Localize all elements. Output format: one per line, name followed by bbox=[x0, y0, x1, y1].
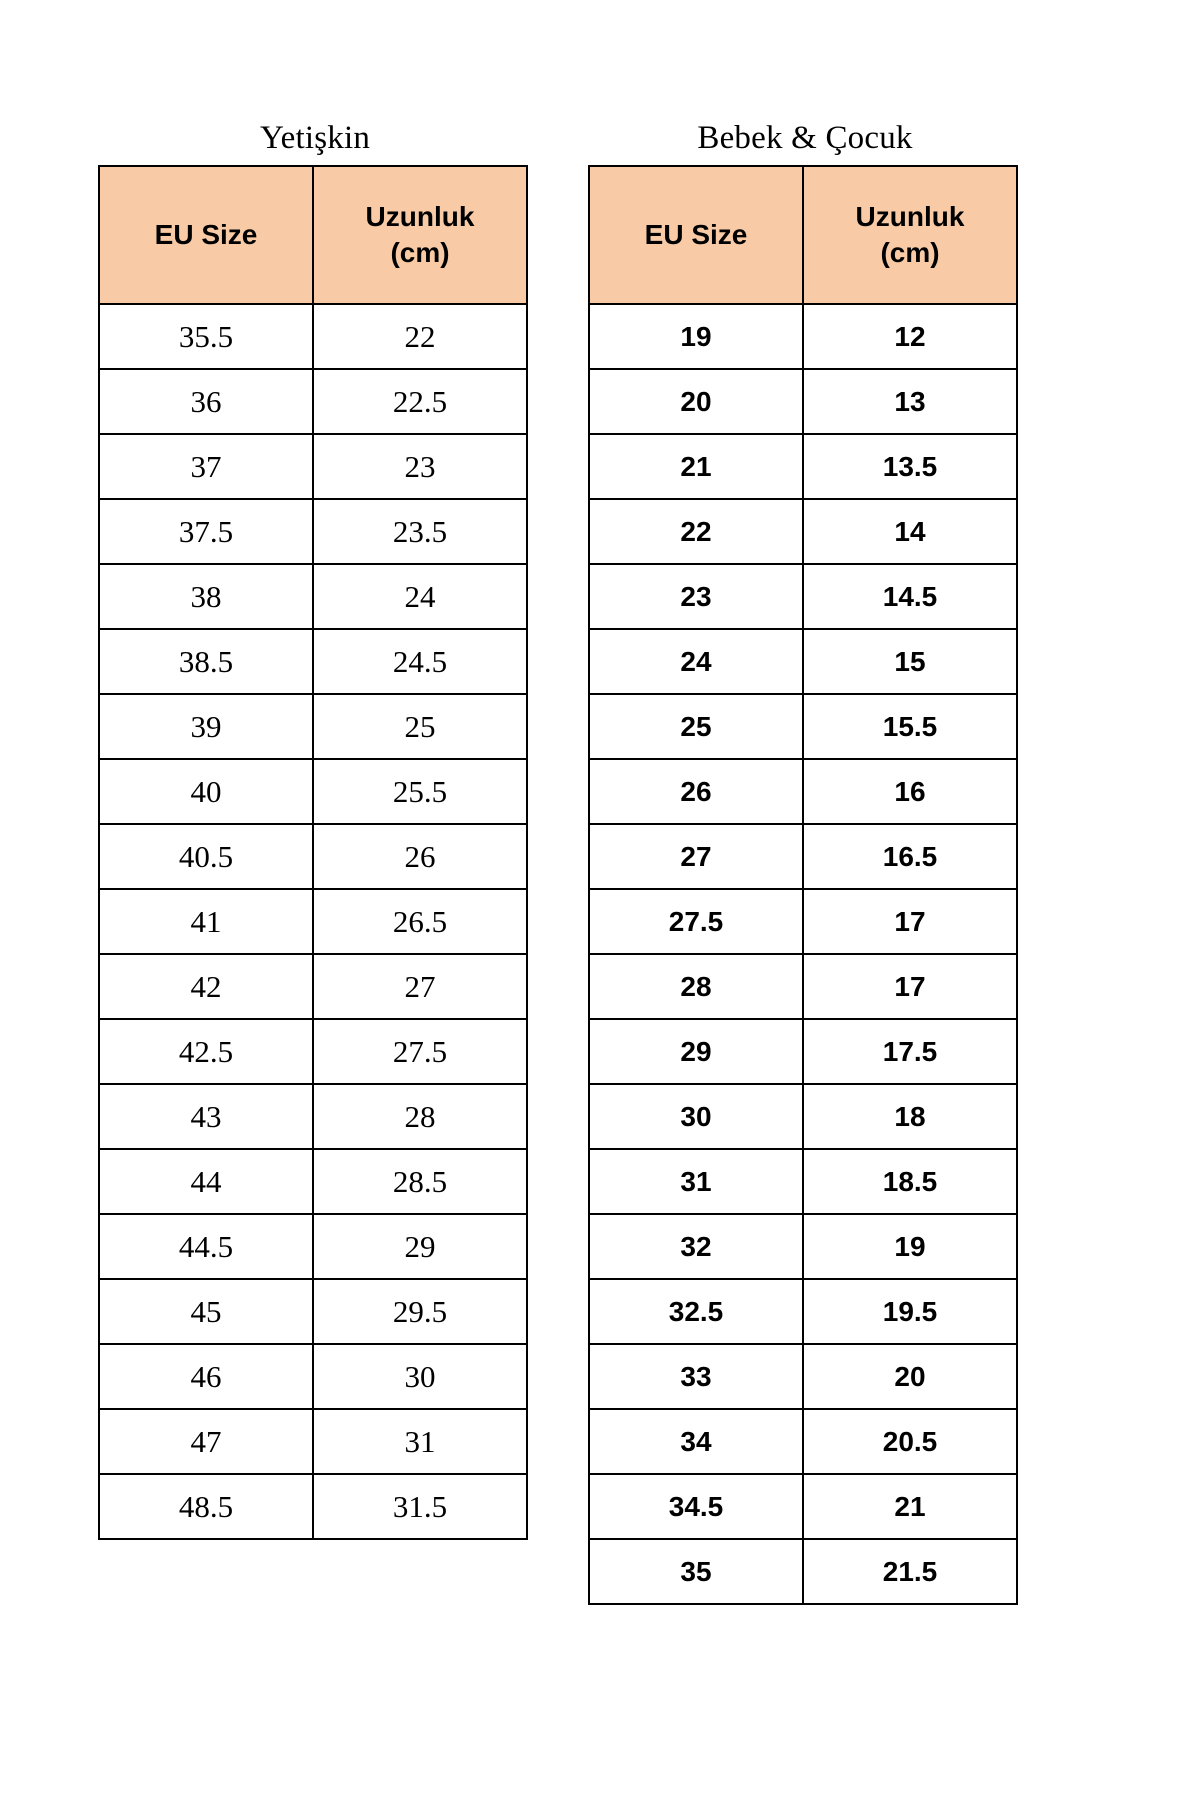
table-row bbox=[99, 1149, 527, 1214]
cell-eu-size: 35.5 bbox=[99, 304, 313, 369]
table-row bbox=[589, 954, 1017, 1019]
cell-eu-size: 37.5 bbox=[99, 499, 313, 564]
table-header-kids bbox=[589, 166, 1017, 304]
cell-length-cm: 19 bbox=[803, 1214, 1017, 1279]
table-row bbox=[99, 1214, 527, 1279]
cell-eu-size: 35 bbox=[589, 1539, 803, 1604]
cell-eu-size: 39 bbox=[99, 694, 313, 759]
cell-length-cm: 16.5 bbox=[803, 824, 1017, 889]
table-row bbox=[99, 954, 527, 1019]
cell-eu-size: 19 bbox=[589, 304, 803, 369]
table-row bbox=[589, 564, 1017, 629]
cell-eu-size: 27 bbox=[589, 824, 803, 889]
cell-length-cm: 20 bbox=[803, 1344, 1017, 1409]
cell-eu-size: 29 bbox=[589, 1019, 803, 1084]
cell-eu-size: 23 bbox=[589, 564, 803, 629]
header-length bbox=[803, 166, 1017, 304]
header-length-line2: (cm) bbox=[390, 237, 450, 268]
table-row bbox=[589, 1344, 1017, 1409]
table-row bbox=[589, 434, 1017, 499]
cell-length-cm: 17 bbox=[803, 954, 1017, 1019]
table-row bbox=[99, 1409, 527, 1474]
cell-eu-size: 44.5 bbox=[99, 1214, 313, 1279]
cell-eu-size: 38 bbox=[99, 564, 313, 629]
table-row bbox=[589, 889, 1017, 954]
header-eu-size-line1: EU Size bbox=[644, 219, 748, 250]
cell-length-cm: 15.5 bbox=[803, 694, 1017, 759]
cell-length-cm: 13.5 bbox=[803, 434, 1017, 499]
cell-length-cm: 30 bbox=[313, 1344, 527, 1409]
table-body-kids bbox=[589, 304, 1017, 1604]
cell-eu-size: 20 bbox=[589, 369, 803, 434]
cell-length-cm: 14.5 bbox=[803, 564, 1017, 629]
cell-eu-size: 34 bbox=[589, 1409, 803, 1474]
cell-eu-size: 37 bbox=[99, 434, 313, 499]
cell-length-cm: 12 bbox=[803, 304, 1017, 369]
cell-eu-size: 44 bbox=[99, 1149, 313, 1214]
header-length-line1: Uzunluk bbox=[365, 201, 475, 232]
table-header-adult bbox=[99, 166, 527, 304]
size-table-adult bbox=[98, 165, 528, 1540]
cell-eu-size: 32 bbox=[589, 1214, 803, 1279]
cell-length-cm: 29 bbox=[313, 1214, 527, 1279]
table-row bbox=[99, 434, 527, 499]
cell-eu-size: 27.5 bbox=[589, 889, 803, 954]
cell-length-cm: 17.5 bbox=[803, 1019, 1017, 1084]
table-header-row bbox=[99, 166, 527, 304]
cell-eu-size: 47 bbox=[99, 1409, 313, 1474]
table-row bbox=[589, 824, 1017, 889]
size-table-kids-block bbox=[588, 118, 1022, 1605]
table-row bbox=[589, 1019, 1017, 1084]
cell-eu-size: 33 bbox=[589, 1344, 803, 1409]
cell-eu-size: 46 bbox=[99, 1344, 313, 1409]
table-row bbox=[99, 694, 527, 759]
cell-eu-size: 32.5 bbox=[589, 1279, 803, 1344]
table-caption-kids: Bebek & Çocuk bbox=[697, 120, 913, 156]
cell-length-cm: 27 bbox=[313, 954, 527, 1019]
cell-length-cm: 18.5 bbox=[803, 1149, 1017, 1214]
header-length-line1: Uzunluk bbox=[855, 201, 965, 232]
table-row bbox=[99, 1084, 527, 1149]
cell-eu-size: 21 bbox=[589, 434, 803, 499]
cell-length-cm: 31.5 bbox=[313, 1474, 527, 1539]
cell-length-cm: 21.5 bbox=[803, 1539, 1017, 1604]
table-row bbox=[99, 304, 527, 369]
cell-eu-size: 43 bbox=[99, 1084, 313, 1149]
table-row bbox=[99, 889, 527, 954]
cell-eu-size: 26 bbox=[589, 759, 803, 824]
cell-length-cm: 16 bbox=[803, 759, 1017, 824]
header-eu-size-line1: EU Size bbox=[154, 219, 258, 250]
header-length bbox=[313, 166, 527, 304]
size-table-kids bbox=[588, 165, 1018, 1605]
cell-eu-size: 40.5 bbox=[99, 824, 313, 889]
table-caption-adult: Yetişkin bbox=[259, 120, 371, 156]
cell-eu-size: 40 bbox=[99, 759, 313, 824]
cell-length-cm: 17 bbox=[803, 889, 1017, 954]
header-length-line2: (cm) bbox=[880, 237, 940, 268]
table-row bbox=[589, 369, 1017, 434]
table-row bbox=[99, 564, 527, 629]
cell-eu-size: 41 bbox=[99, 889, 313, 954]
table-row bbox=[99, 759, 527, 824]
cell-eu-size: 25 bbox=[589, 694, 803, 759]
table-row bbox=[589, 694, 1017, 759]
cell-length-cm: 20.5 bbox=[803, 1409, 1017, 1474]
cell-length-cm: 26 bbox=[313, 824, 527, 889]
cell-length-cm: 29.5 bbox=[313, 1279, 527, 1344]
table-row bbox=[589, 1279, 1017, 1344]
cell-length-cm: 25 bbox=[313, 694, 527, 759]
cell-length-cm: 19.5 bbox=[803, 1279, 1017, 1344]
header-eu-size bbox=[99, 166, 313, 304]
table-header-row bbox=[589, 166, 1017, 304]
cell-length-cm: 31 bbox=[313, 1409, 527, 1474]
size-table-adult-block bbox=[98, 118, 532, 1540]
table-row bbox=[99, 1344, 527, 1409]
cell-length-cm: 27.5 bbox=[313, 1019, 527, 1084]
table-row bbox=[589, 1474, 1017, 1539]
table-row bbox=[589, 1149, 1017, 1214]
table-row bbox=[99, 1019, 527, 1084]
cell-eu-size: 24 bbox=[589, 629, 803, 694]
table-body-adult bbox=[99, 304, 527, 1539]
table-row bbox=[589, 1084, 1017, 1149]
cell-length-cm: 23.5 bbox=[313, 499, 527, 564]
table-row bbox=[589, 1214, 1017, 1279]
cell-eu-size: 48.5 bbox=[99, 1474, 313, 1539]
cell-eu-size: 28 bbox=[589, 954, 803, 1019]
table-row bbox=[99, 1474, 527, 1539]
header-eu-size bbox=[589, 166, 803, 304]
cell-eu-size: 38.5 bbox=[99, 629, 313, 694]
table-row bbox=[99, 1279, 527, 1344]
cell-length-cm: 28 bbox=[313, 1084, 527, 1149]
cell-length-cm: 25.5 bbox=[313, 759, 527, 824]
cell-eu-size: 34.5 bbox=[589, 1474, 803, 1539]
cell-length-cm: 26.5 bbox=[313, 889, 527, 954]
table-row bbox=[589, 629, 1017, 694]
table-row bbox=[99, 629, 527, 694]
cell-length-cm: 15 bbox=[803, 629, 1017, 694]
table-row bbox=[589, 759, 1017, 824]
cell-eu-size: 42.5 bbox=[99, 1019, 313, 1084]
table-row bbox=[99, 369, 527, 434]
cell-eu-size: 45 bbox=[99, 1279, 313, 1344]
cell-eu-size: 22 bbox=[589, 499, 803, 564]
cell-length-cm: 18 bbox=[803, 1084, 1017, 1149]
cell-length-cm: 28.5 bbox=[313, 1149, 527, 1214]
cell-length-cm: 13 bbox=[803, 369, 1017, 434]
cell-length-cm: 22.5 bbox=[313, 369, 527, 434]
table-row bbox=[99, 824, 527, 889]
cell-eu-size: 30 bbox=[589, 1084, 803, 1149]
table-row bbox=[589, 499, 1017, 564]
cell-eu-size: 36 bbox=[99, 369, 313, 434]
cell-eu-size: 31 bbox=[589, 1149, 803, 1214]
cell-length-cm: 21 bbox=[803, 1474, 1017, 1539]
cell-length-cm: 24.5 bbox=[313, 629, 527, 694]
table-row bbox=[99, 499, 527, 564]
cell-eu-size: 42 bbox=[99, 954, 313, 1019]
cell-length-cm: 14 bbox=[803, 499, 1017, 564]
table-row bbox=[589, 1409, 1017, 1474]
cell-length-cm: 24 bbox=[313, 564, 527, 629]
cell-length-cm: 22 bbox=[313, 304, 527, 369]
table-row bbox=[589, 304, 1017, 369]
table-row bbox=[589, 1539, 1017, 1604]
cell-length-cm: 23 bbox=[313, 434, 527, 499]
